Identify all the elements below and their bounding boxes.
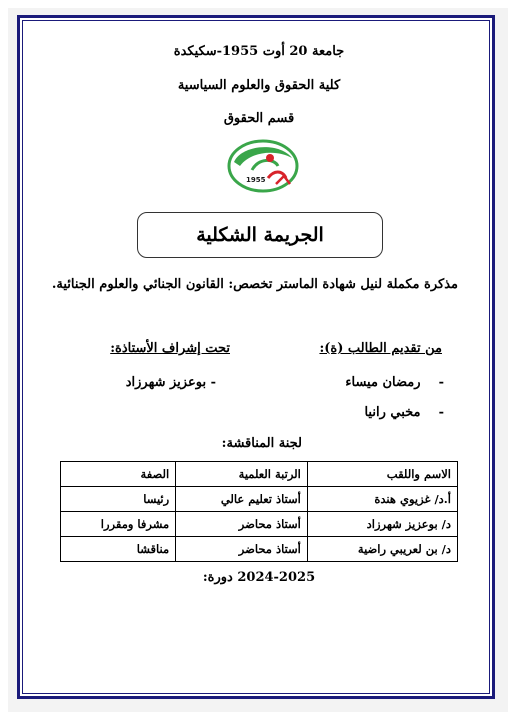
table-row — [61, 487, 458, 512]
thesis-subtitle: مذكرة مكملة لنيل شهادة الماستر تخصص: القانون الجنائي والعلوم الجنائية. — [51, 277, 458, 292]
student-name-1: رمضان ميساء — [345, 375, 421, 390]
bullet-dash: - — [420, 375, 444, 390]
table-cell: أستاذ محاضر — [176, 537, 308, 562]
logo-text: 1955 — [246, 176, 266, 184]
bullet-dash: - — [206, 375, 216, 390]
department-name: قسم الحقوق — [223, 111, 295, 126]
thesis-title: الجريمة الشكلية — [196, 224, 324, 246]
student-item-1 — [345, 375, 444, 390]
session-label: دورة: — [202, 570, 233, 585]
committee-heading: لجنة المناقشة: — [221, 436, 302, 451]
column-header: الرتبة العلمية — [176, 462, 308, 487]
student-item-2 — [364, 405, 444, 420]
committee-table — [60, 461, 458, 562]
faculty-name: كلية الحقوق والعلوم السياسية — [177, 78, 341, 93]
table-header-row — [61, 462, 458, 487]
university-name: جامعة 20 أوت 1955-سكيكدة — [173, 44, 345, 59]
table-cell: مناقشا — [61, 537, 176, 562]
table-row — [61, 512, 458, 537]
table-cell: أ.د/ غزيوي هندة — [307, 487, 457, 512]
supervisor-name: بوعزيز شهرزاد — [125, 375, 207, 390]
thesis-title-box — [137, 212, 383, 258]
column-header: الاسم واللقب — [307, 462, 457, 487]
session-value: 2024-2025 — [237, 570, 316, 585]
session-line — [0, 570, 518, 585]
supervisor-item — [126, 375, 216, 390]
table-row — [61, 537, 458, 562]
student-name-2: مخبي رانيا — [364, 405, 421, 420]
supervisor-heading: تحت إشراف الأستاذة: — [110, 341, 230, 356]
table-cell: د/ بن لعريبي راضية — [307, 537, 457, 562]
students-heading: من تقديم الطالب (ة): — [319, 341, 442, 356]
table-cell: أستاذ محاضر — [176, 512, 308, 537]
table-cell: أستاذ تعليم عالي — [176, 487, 308, 512]
table-cell: رئيسا — [61, 487, 176, 512]
table-cell: د/ بوعزيز شهرزاد — [307, 512, 457, 537]
table-cell: مشرفا ومقررا — [61, 512, 176, 537]
column-header: الصفة — [61, 462, 176, 487]
bullet-dash: - — [420, 405, 444, 420]
university-logo — [222, 136, 304, 196]
